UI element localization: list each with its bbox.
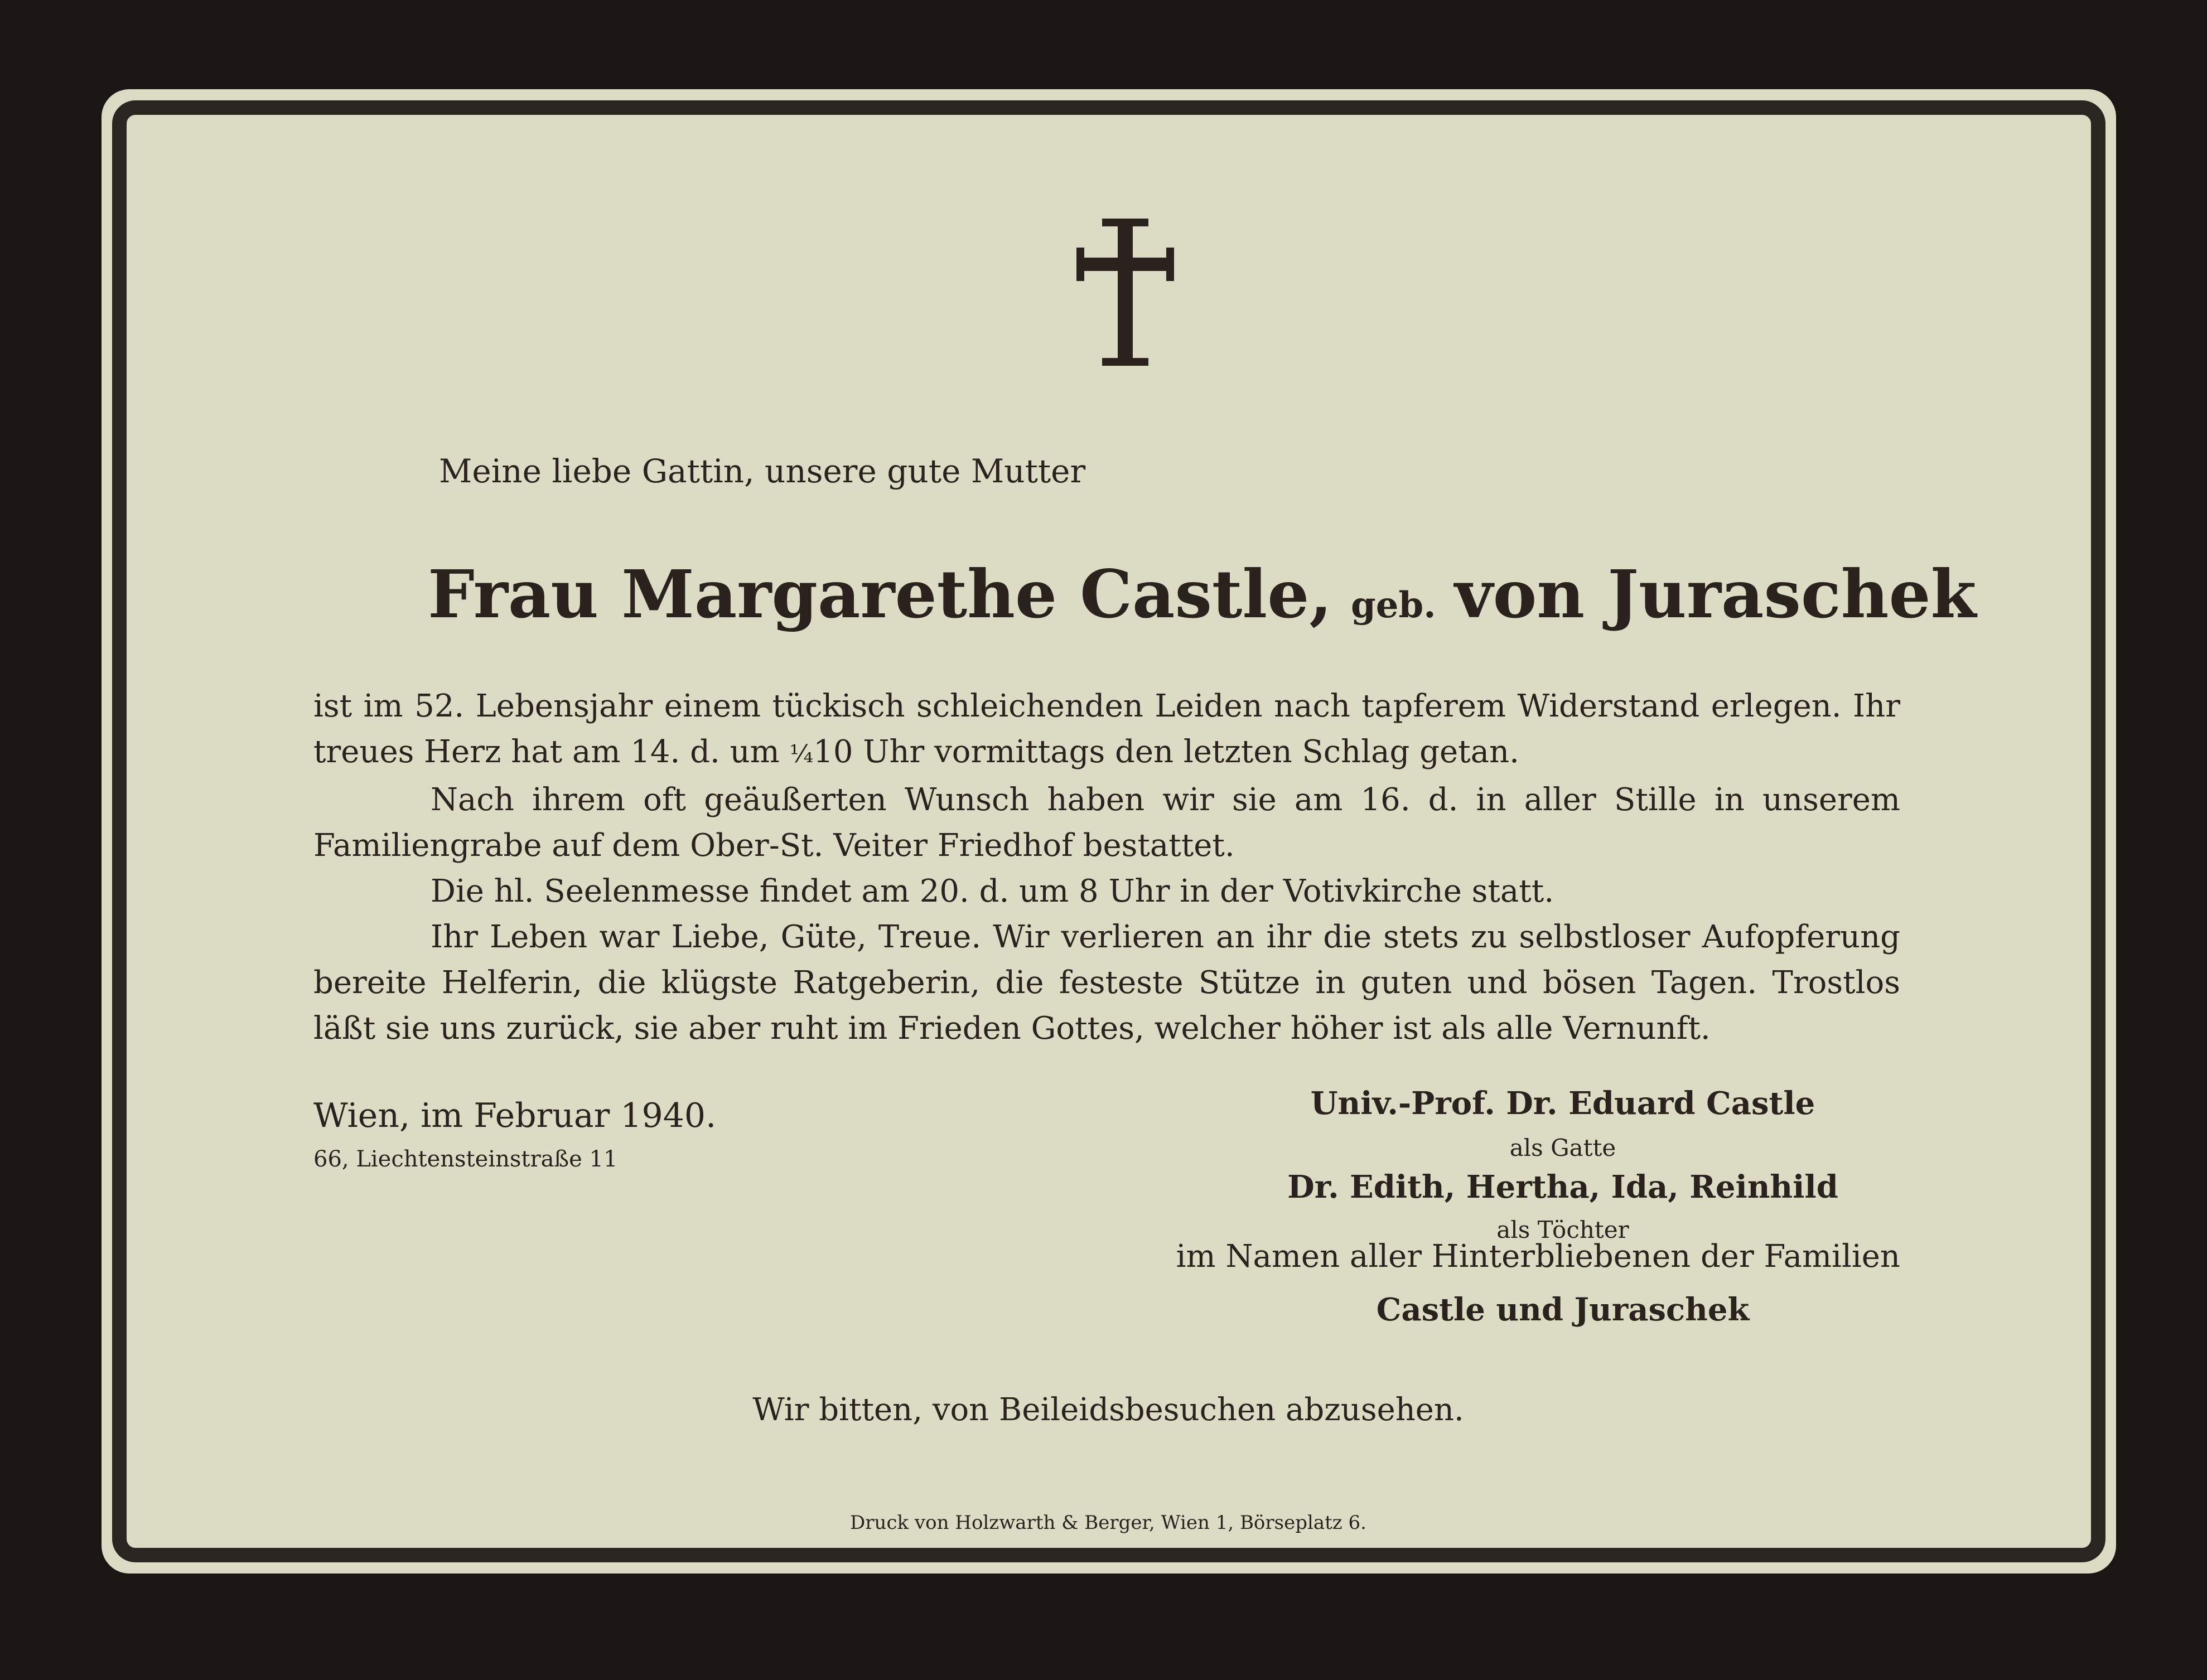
paragraph-burial: Nach ihrem oft geäußerten Wunsch haben wir sie am 16. d. in aller Stille in unserem Familiengrabe auf dem Ober-St. Veiter Friedhof bestattet. (313, 782, 1900, 864)
signatory-husband: Univ.-Prof. Dr. Eduard Castle (1310, 1085, 1815, 1122)
deceased-name: Frau Margarethe Castle, (428, 555, 1332, 633)
paragraph-mass: Die hl. Seelenmesse findet am 20. d. um 8 Uhr in der Votivkirche statt. (431, 873, 1554, 909)
geb-abbreviation: geb. (1350, 584, 1436, 626)
address: 66, Liechtensteinstraße 11 (313, 1146, 618, 1172)
obituary-text (313, 684, 1900, 1052)
black-mourning-border (112, 100, 2105, 1562)
cross-icon (1076, 219, 1174, 366)
signatory-daughters: Dr. Edith, Hertha, Ida, Reinhild (1287, 1169, 1838, 1205)
paragraph-death (313, 684, 1900, 777)
card-content (127, 115, 2091, 1548)
obituary-card (102, 89, 2116, 1574)
paragraph-death-part-b: 10 Uhr vormittags den letzten Schlag getan. (813, 734, 1519, 770)
signatory-husband-role: als Gatte (1509, 1134, 1616, 1161)
salutation: Meine liebe Gattin, unsere gute Mutter (439, 452, 1086, 490)
maiden-name: von Juraschek (1455, 555, 1977, 633)
signatory-daughters-role: als Töchter (1496, 1216, 1629, 1243)
condolence-request: Wir bitten, von Beileidsbesuchen abzusehen. (752, 1392, 1464, 1428)
place-date: Wien, im Februar 1940. (313, 1096, 717, 1135)
quarter-fraction: ¼ (789, 740, 814, 768)
families-names: Castle und Juraschek (1376, 1291, 1750, 1328)
deceased-name-line (428, 555, 1977, 633)
families-line: im Namen aller Hinterbliebenen der Familien (1176, 1238, 1900, 1275)
paragraph-tribute: Ihr Leben war Liebe, Güte, Treue. Wir verlieren an ihr die stets zu selbstloser Aufopferung bereite Helferin, die klügste Ratgeberin, die festeste Stütze in guten und bösen Tagen. Trostlos läßt sie uns zurück, sie aber ruht im Frieden Gottes, welcher höher ist als alle Vernunft. (313, 919, 1900, 1047)
printer-imprint: Druck von Holzwarth & Berger, Wien 1, Börseplatz 6. (850, 1512, 1366, 1534)
paragraph-death-part-a: ist im 52. Lebensjahr einem tückisch schleichenden Leiden nach tapferem Widerstand erlegen. Ihr treues Herz hat am 14. d. um (313, 688, 1900, 770)
